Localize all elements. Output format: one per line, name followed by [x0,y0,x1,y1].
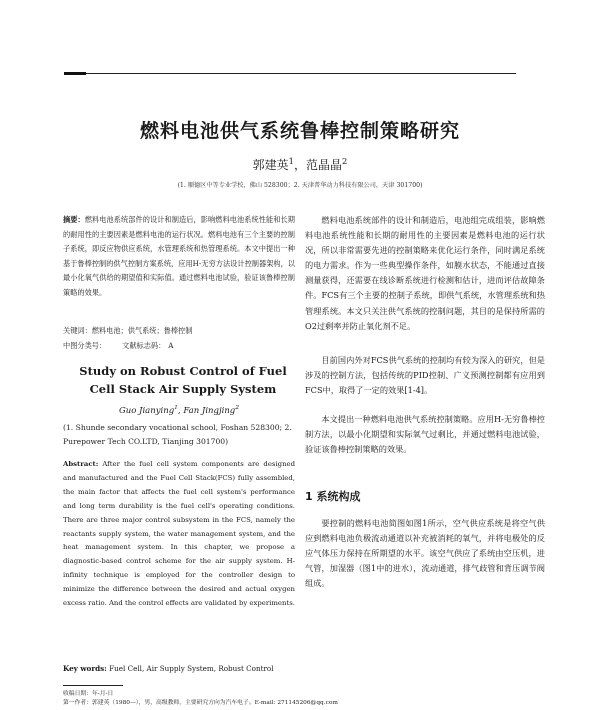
body-paragraph: 要控制的燃料电池简图如图1所示，空气供应系统是将空气供应到燃料电池负极流动通道以补充被消耗的氧气，并将电极处的反应气体压力保持在所期望的水平。该空气供应了系统由空压机，进气管，加湿器（图1中的进水），流动通道，排气歧管和背压调节阀组成。 [305,518,545,589]
body-paragraph: 目前国内外对FCS供气系统的控制均有较为深入的研究，但是涉及的控制方法，包括传统的PID控制、广义预测控制都有应用到FCS中，取得了一定的效果[1-4]。 [305,355,545,396]
body-proposal [305,412,545,457]
english-keywords-text: Fuel Cell, Air Supply System, Robust Control [109,664,274,673]
keywords-cn-text: 燃料电池；供气系统；鲁棒控制 [91,326,193,335]
author-note-label: 第一作者： [63,700,92,706]
author-line [0,156,600,173]
author-name: 郭建英 [252,158,289,172]
affiliation-mark: 1 [288,156,294,166]
keywords-cn-label: 关键词： [63,326,92,335]
body-paragraph: 燃料电池系统部件的设计和制造后，电池组完成组装，影响燃料电池系统性能和长期的耐用性的主要因素是燃料电池的运行状况，所以非常需要先进的控制策略来优化运行条件，同时满足系统的电力需求。作为一些典型操作条件，如膜水状态，不能通过直接测量获得，还需要在线诊断系统进行检测和估计，进而评估故障条件。FCS有三个主要的控制子系统，即供气系统，水管理系统和热管理系统。本文只关注供气系统的控制问题，其目的是保持所需的O2过剩率并防止氧化剂不足。 [305,215,545,331]
footnote-received [63,688,113,697]
body-intro [305,213,545,334]
keywords-cn [63,324,295,353]
english-abstract [63,458,295,611]
affiliation-mark: 2 [342,156,348,166]
body-paragraph: 本文提出一种燃料电池供气系统控制策略。应用H-无穷鲁棒控制方法，以最小化期望和实际氧气过剩比，并通过燃料电池试验，验证该鲁棒控制策略的效果。 [305,414,545,455]
english-keywords [63,664,295,673]
class-cn-label: 中图分类号： [63,340,107,350]
header-rule-accent [64,72,86,75]
author-separator: , [177,405,184,416]
received-label: 收稿日期： [63,691,92,697]
abstract-cn-text: 燃料电池系统部件的设计和制造后，影响燃料电池系统性能和长期的耐用性的主要因素是燃料电池的运行状况。燃料电池有三个主要的控制子系统，即反应物供应系统，水管理系统和热管理系统。本文中提出一种基于鲁棒控制的供气控制方案系统，应用H-无穷方法设计控制器架构，以最小化氧气供给的期望值和实际值。通过燃料电池试验，验证该鲁棒控制策略的效果。 [63,215,295,297]
affiliation-mark: 2 [235,404,240,411]
english-author-line [63,404,295,416]
section-heading: 1 系统构成 [305,490,361,503]
footnote-author [63,697,338,706]
english-title: Study on Robust Control of Fuel Cell Stack Air Supply System [79,364,287,396]
footnote-rule [63,685,123,686]
header-rule [64,73,516,74]
english-author-name: Guo Jianying [118,405,175,416]
english-abstract-label: Abstract: [63,460,99,468]
paper-title: 燃料电池供气系统鲁棒控制策略研究 [139,120,460,142]
author-separator: ， [293,158,306,172]
author-note-value: 郭建英（1980—），男，高级教师，主要研究方向为汽车电子。E-mail: 271145206@qq.com [92,700,338,706]
english-keywords-label: Key words: [63,664,107,673]
english-affiliation: (1. Shunde secondary vocational school, Foshan 528300; 2. Purepower Tech CO.LTD, Tianjing 301700) [63,423,292,446]
doc-code-label: 文献标志码： [122,340,166,350]
abstract-cn [63,213,295,301]
affiliation-mark: 1 [174,404,178,411]
received-value: 年-月-日 [92,691,114,697]
author-name: 范晶晶 [306,158,343,172]
abstract-cn-label: 摘要： [63,215,85,224]
affiliation: (1. 顺德区中等专业学校，佛山 528300；2. 天津普华动力科技有限公司，天津 301700) [177,182,423,189]
english-author-name: Fan Jingjing [183,405,236,416]
doc-code-value: A [168,340,174,350]
body-research-status [305,353,545,398]
english-abstract-text: After the fuel cell system components are designed and manufactured and the Fuel Cell Stack(FCS) fully assembled, the main factor that affects the fuel cell system's performance and long term durability is the fuel cell's operating conditions. There are three major control subsystem in the FCS, namely the reactants supply system, the water management system, and the heat management system. In this chapter, we propose a diagnostic-based control scheme for the air supply system. H-infinity technique is employed for the controller design to minimize the difference between the desired and actual oxygen excess ratio. And the control effects are validated by experiments. [63,460,295,608]
body-system [305,516,545,591]
